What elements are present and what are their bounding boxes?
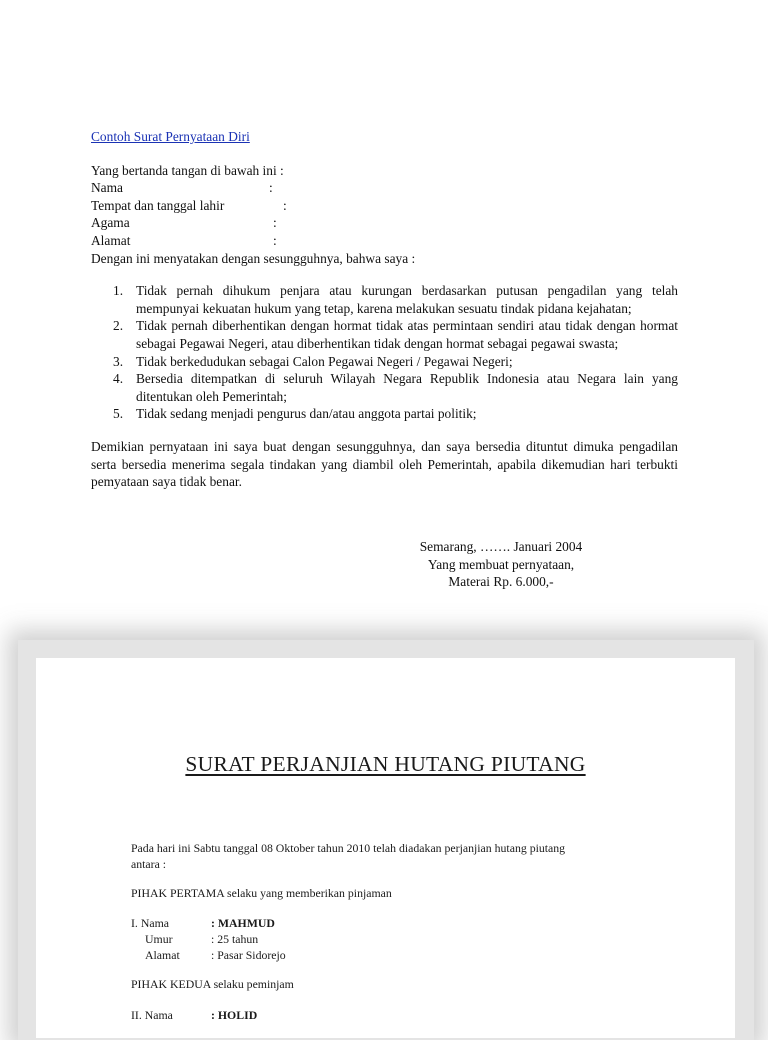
statement-letter <box>91 128 678 590</box>
list-number: 4. <box>113 371 124 387</box>
field-label: Alamat <box>91 232 131 248</box>
letter-title-link[interactable]: Contoh Surat Pernyataan Diri <box>91 129 250 144</box>
ident-value: : 25 tahun <box>211 932 259 946</box>
field-colon: : <box>269 180 273 196</box>
party-one-heading: PIHAK PERTAMA selaku yang memberikan pinjaman <box>131 886 392 900</box>
list-text: Tidak sedang menjadi pengurus dan/atau anggota partai politik; <box>136 406 477 422</box>
list-text: Tidak pernah dihukum penjara atau kurungan berdasarkan putusan pengadilan yang telah mempunyai kekuatan hukum yang tetap, karena melakukan sesuatu tindak pidana kejahatan; <box>136 283 678 316</box>
list-item <box>91 370 678 405</box>
field-label: Nama <box>91 180 123 196</box>
list-text: Bersedia ditempatkan di seluruh Wilayah Negara Republik Indonesia atau Negara lain yang ditentukan oleh Pemerintah; <box>136 371 678 404</box>
stamp-duty: Materai Rp. 6.000,- <box>448 574 554 590</box>
ident-label: I. Nama <box>131 916 169 930</box>
list-number: 2. <box>113 318 124 334</box>
field-colon: : <box>283 197 287 213</box>
list-number: 5. <box>113 406 124 422</box>
ident-label: Alamat <box>145 948 180 962</box>
agreement-title: SURAT PERJANJIAN HUTANG PIUTANG <box>185 752 586 776</box>
list-text: Tidak pernah diberhentikan dengan hormat tidak atas permintaan sendiri atau tidak dengan hormat sebagai Pegawai Negeri, atau diberhentikan tidak dengan hormat sebagai pegawai swasta; <box>136 318 678 351</box>
intro-line: Pada hari ini Sabtu tanggal 08 Oktober tahun 2010 telah diadakan perjanjian hutang piutang <box>131 841 566 855</box>
field-address <box>91 232 678 250</box>
field-religion <box>91 214 678 232</box>
ident-label: Umur <box>145 932 173 946</box>
agreement-intro <box>131 840 651 872</box>
list-item <box>91 317 678 352</box>
ident-value: : HOLID <box>211 1008 258 1022</box>
signer-caption: Yang membuat pernyataan, <box>427 556 575 572</box>
ident-value: : Pasar Sidorejo <box>211 948 286 962</box>
signature-block <box>391 538 611 591</box>
list-number: 1. <box>113 283 124 299</box>
intro-line: Yang bertanda tangan di bawah ini : <box>91 162 284 178</box>
field-birth <box>91 197 678 215</box>
list-item <box>91 282 678 317</box>
loan-agreement-page <box>36 658 735 1038</box>
party-two-heading: PIHAK KEDUA selaku peminjam <box>131 977 294 991</box>
list-text: Tidak berkedudukan sebagai Calon Pegawai Negeri / Pegawai Negeri; <box>136 353 513 369</box>
intro-line: antara : <box>131 857 167 871</box>
ident-value: : MAHMUD <box>211 916 275 930</box>
field-colon: : <box>273 232 277 248</box>
field-label: Tempat dan tanggal lahir <box>91 197 225 213</box>
closing-paragraph: Demikian pernyataan ini saya buat dengan sesungguhnya, dan saya bersedia dituntut dimuka pengadilan serta bersedia menerima segala tindakan yang diambil oleh Pemerintah, apabila dikemudian hari terbukti pemyataan saya tidak benar. <box>91 438 678 490</box>
field-colon: : <box>273 215 277 231</box>
list-item <box>91 353 678 371</box>
place-date: Semarang, ……. Januari 2004 <box>419 539 583 554</box>
declaration-line: Dengan ini menyatakan dengan sesungguhnya, bahwa saya : <box>91 250 416 266</box>
statement-list <box>91 282 678 423</box>
list-number: 3. <box>113 353 124 369</box>
field-name <box>91 179 678 197</box>
list-item <box>91 405 678 423</box>
ident-label: II. Nama <box>131 1008 173 1022</box>
field-label: Agama <box>91 215 130 231</box>
